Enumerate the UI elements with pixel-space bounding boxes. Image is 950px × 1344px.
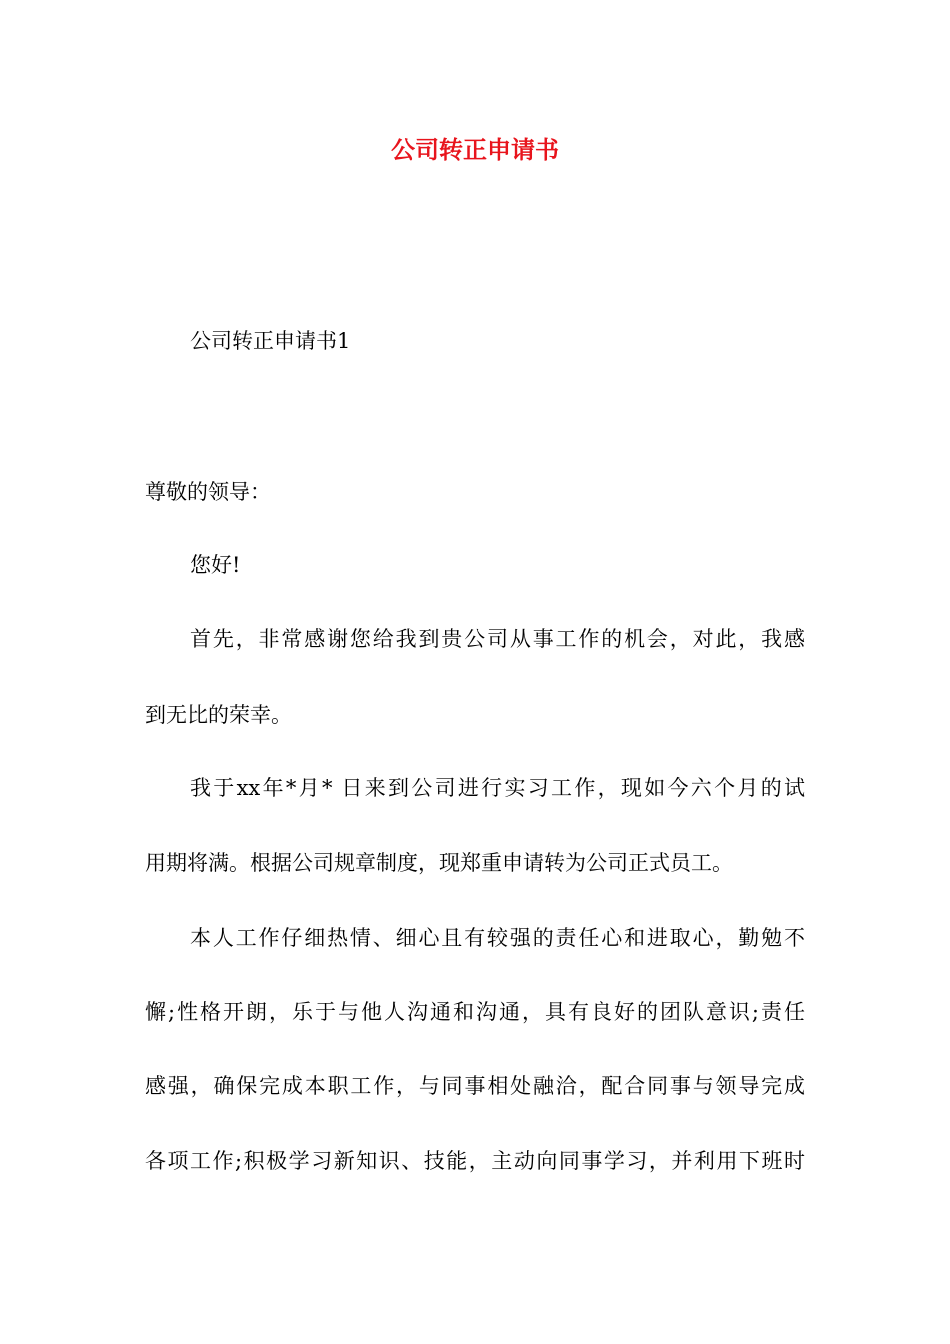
paragraph-line: 到无比的荣幸。: [145, 703, 292, 727]
paragraph-line: 我于xx年*月* 日来到公司进行实习工作，现如今六个月的试: [190, 776, 805, 800]
paragraph-line: 本人工作仔细热情、细心且有较强的责任心和进取心，勤勉不: [190, 926, 805, 950]
paragraph-line: 懈;性格开朗，乐于与他人沟通和沟通，具有良好的团队意识;责任: [145, 1000, 805, 1024]
paragraph-line: 感强，确保完成本职工作，与同事相处融洽，配合同事与领导完成: [145, 1074, 805, 1098]
paragraph-line: 首先，非常感谢您给我到贵公司从事工作的机会，对此，我感: [190, 627, 805, 651]
salutation: 尊敬的领导：: [145, 480, 271, 504]
greeting: 您好!: [190, 553, 241, 577]
section-heading: 公司转正申请书1: [190, 329, 351, 353]
document-title: 公司转正申请书: [391, 136, 559, 164]
paragraph-line: 用期将满。根据公司规章制度，现郑重申请转为公司正式员工。: [145, 851, 733, 875]
paragraph-line: 各项工作;积极学习新知识、技能，主动向同事学习，并利用下班时: [145, 1149, 805, 1173]
